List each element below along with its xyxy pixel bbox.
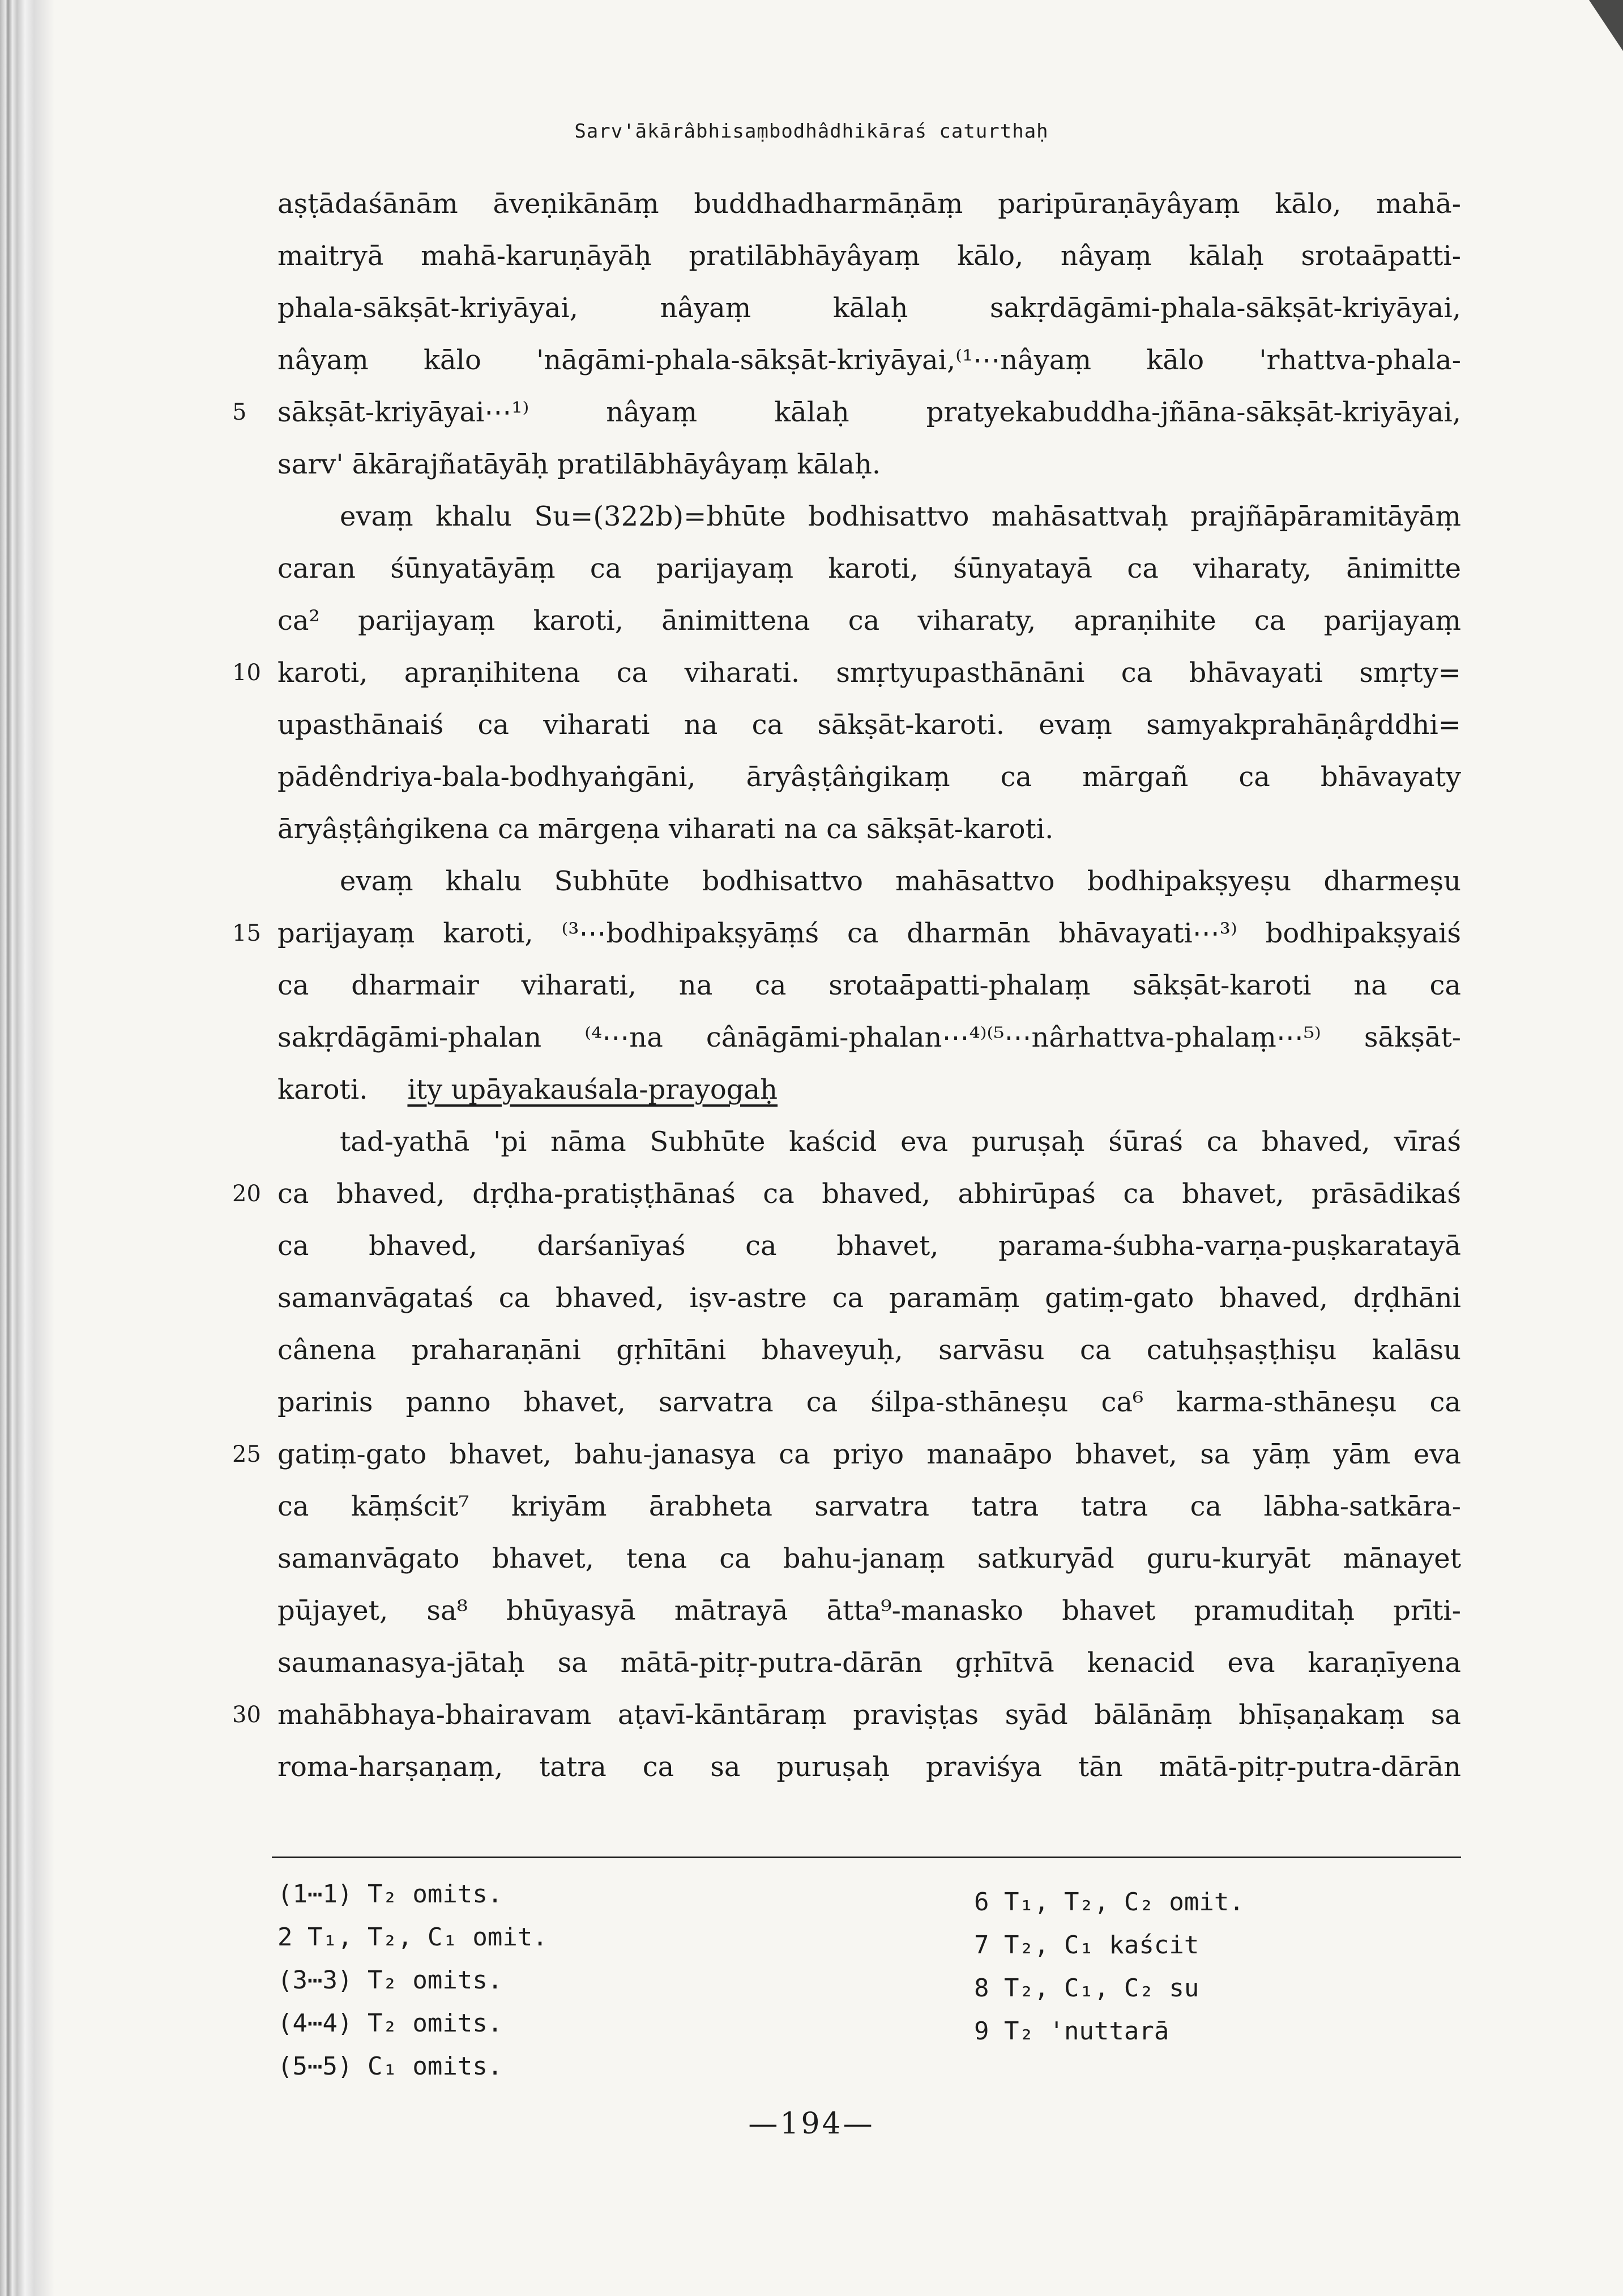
footnote: 6 T₁, T₂, C₂ omit.	[974, 1888, 1244, 1917]
text-line: sarv' ākārajñatāyāḥ pratilābhāyâyaṃ kālaḥ.	[277, 449, 881, 480]
footnote: 8 T₂, C₁, C₂ su	[974, 1974, 1199, 2003]
text-line: 10 karoti, apraṇihitena ca viharati. smṛtyupasthānāni ca bhāvayati smṛty=	[277, 650, 1461, 695]
text-line: caran śūnyatāyāṃ ca parijayaṃ karoti, śūnyatayā ca viharaty, ānimitte	[277, 553, 1461, 584]
text-line: ca² parijayaṃ karoti, ānimittena ca viharaty, apraṇihite ca parijayaṃ	[277, 605, 1461, 637]
text-line: samanvāgato bhavet, tena ca bahu-janaṃ satkuryād guru-kuryāt mānayet	[277, 1543, 1461, 1574]
text-line: 30 mahābhaya-bhairavam aṭavī-kāntāraṃ praviṣṭas syād bālānāṃ bhīṣaṇakaṃ sa	[277, 1692, 1461, 1738]
scan-binding-edge	[0, 0, 54, 2296]
section-colophon: ity upāyakauśala-prayogaḥ	[407, 1074, 778, 1106]
text-line: 20 ca bhaved, dṛḍha-pratiṣṭhānaś ca bhaved, abhirūpaś ca bhavet, prāsādikaś	[277, 1171, 1461, 1217]
footnote: (5⋯5) C₁ omits.	[277, 2052, 503, 2081]
text-line: sakṛdāgāmi-phalan ⁽⁴⋯na cânāgāmi-phalan⋯⁴⁾⁽⁵⋯nârhattva-phalaṃ⋯⁵⁾ sākṣāt-	[277, 1022, 1461, 1053]
text-line: ca bhaved, darśanīyaś ca bhavet, parama-śubha-varṇa-puṣkaratayā	[277, 1230, 1461, 1262]
text-line: parinis panno bhavet, sarvatra ca śilpa-sthāneṣu ca⁶ karma-sthāneṣu ca	[277, 1386, 1461, 1418]
text-line: 5 sākṣāt-kriyāyai⋯¹⁾ nâyaṃ kālaḥ pratyekabuddha-jñāna-sākṣāt-kriyāyai,	[277, 390, 1461, 435]
text-line: roma-harṣaṇaṃ, tatra ca sa puruṣaḥ praviśya tān mātā-pitṛ-putra-dārān	[277, 1751, 1461, 1783]
text-line: tad-yathā 'pi nāma Subhūte kaścid eva puruṣaḥ śūraś ca bhaved, vīraś	[340, 1126, 1461, 1158]
text-line: pūjayet, sa⁸ bhūyasyā mātrayā ātta⁹-manasko bhavet pramuditaḥ prīti-	[277, 1595, 1461, 1627]
text-line: 15 parijayaṃ karoti, ⁽³⋯bodhipakṣyāṃś ca dharmān bhāvayati⋯³⁾ bodhipakṣyaiś	[277, 911, 1461, 956]
text-line: evaṃ khalu Su=(322b)=bhūte bodhisattvo mahāsattvaḥ prajñāpāramitāyāṃ	[340, 501, 1461, 532]
text-line: āryâṣṭâṅgikena ca mārgeṇa viharati na ca sākṣāt-karoti.	[277, 813, 1054, 845]
text-line: karoti. ity upāyakauśala-prayogaḥ	[277, 1074, 778, 1106]
scan-corner-mark	[1589, 0, 1623, 51]
running-head: Sarv'ākārâbhisaṃbodhâdhikāraś caturthaḥ	[574, 120, 1049, 143]
text-line: ca dharmair viharati, na ca srotaāpatti-phalaṃ sākṣāt-karoti na ca	[277, 970, 1461, 1001]
line-number: 20	[232, 1181, 261, 1207]
text-line: nâyaṃ kālo 'nāgāmi-phala-sākṣāt-kriyāyai,⁽¹⋯nâyaṃ kālo 'rhattva-phala-	[277, 344, 1461, 376]
line-number: 5	[232, 399, 247, 425]
footnote: 7 T₂, C₁ kaścit	[974, 1931, 1199, 1960]
text-line: upasthānaiś ca viharati na ca sākṣāt-karoti. evaṃ samyakprahāṇâr̥ddhi=	[277, 709, 1461, 741]
footnote: (3⋯3) T₂ omits.	[277, 1966, 503, 1995]
line-number: 30	[232, 1702, 261, 1728]
line-number: 25	[232, 1441, 261, 1467]
page-number: —194—	[748, 2107, 875, 2141]
line-number: 10	[232, 660, 261, 686]
line-number: 15	[232, 920, 261, 946]
text-line: cânena praharaṇāni gṛhītāni bhaveyuḥ, sarvāsu ca catuḥṣaṣṭhiṣu kalāsu	[277, 1334, 1461, 1366]
text-line: maitryā mahā-karuṇāyāḥ pratilābhāyâyaṃ kālo, nâyaṃ kālaḥ srotaāpatti-	[277, 240, 1461, 272]
footnote: 2 T₁, T₂, C₁ omit.	[277, 1923, 548, 1952]
text-line: ca kāṃścit⁷ kriyām ārabheta sarvatra tatra tatra ca lābha-satkāra-	[277, 1491, 1461, 1522]
footnote: (1⋯1) T₂ omits.	[277, 1880, 503, 1909]
text-line: samanvāgataś ca bhaved, iṣv-astre ca paramāṃ gatiṃ-gato bhaved, dṛḍhāni	[277, 1282, 1461, 1314]
footnote: (4⋯4) T₂ omits.	[277, 2009, 503, 2038]
text-line: aṣṭādaśānām āveṇikānāṃ buddhadharmāṇāṃ paripūraṇāyâyaṃ kālo, mahā-	[277, 188, 1461, 220]
text-line: saumanasya-jātaḥ sa mātā-pitṛ-putra-dārān gṛhītvā kenacid eva karaṇīyena	[277, 1647, 1461, 1679]
text-line: evaṃ khalu Subhūte bodhisattvo mahāsattvo bodhipakṣyeṣu dharmeṣu	[340, 865, 1461, 897]
footnote: 9 T₂ 'nuttarā	[974, 2017, 1169, 2046]
text-line: phala-sākṣāt-kriyāyai, nâyaṃ kālaḥ sakṛdāgāmi-phala-sākṣāt-kriyāyai,	[277, 292, 1461, 324]
footnote-rule	[272, 1857, 1461, 1858]
text-line: pādêndriya-bala-bodhyaṅgāni, āryâṣṭâṅgikaṃ ca mārgañ ca bhāvayaty	[277, 761, 1461, 793]
text-line: 25 gatiṃ-gato bhavet, bahu-janasya ca priyo manaāpo bhavet, sa yāṃ yām eva	[277, 1432, 1461, 1477]
